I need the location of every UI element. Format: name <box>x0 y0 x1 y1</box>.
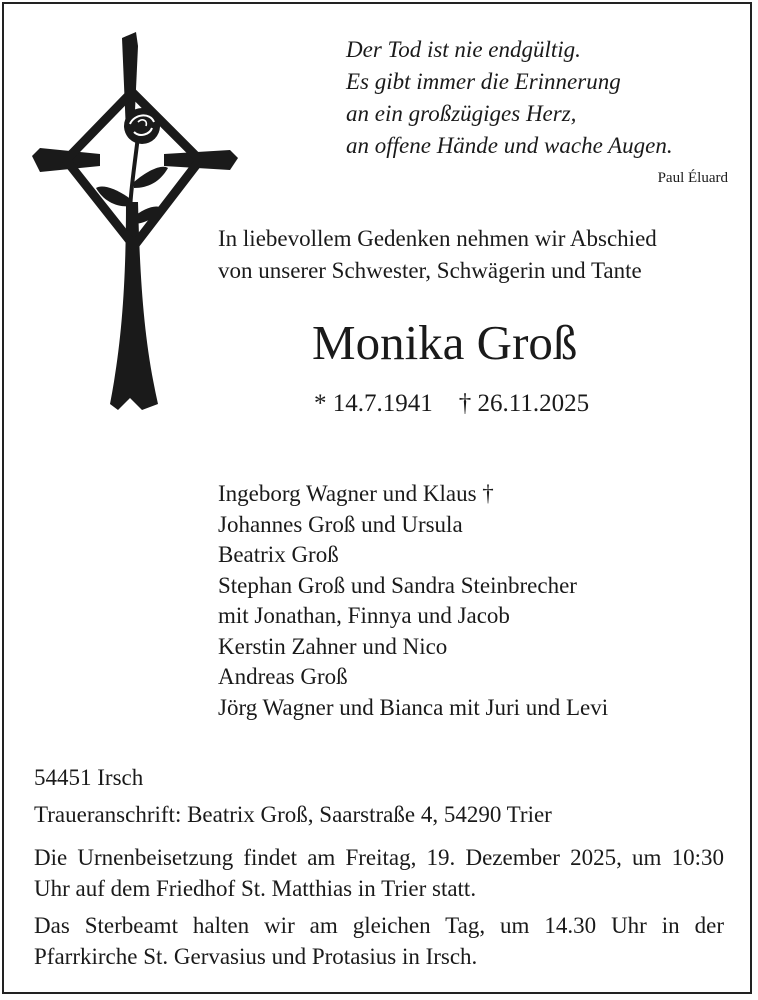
quote <box>346 34 736 162</box>
family-line: mit Jonathan, Finnya und Jacob <box>218 603 510 628</box>
quote-line: an ein großzügiges Herz, <box>346 101 577 126</box>
family-line: Beatrix Groß <box>218 542 339 567</box>
quote-author: Paul Éluard <box>657 170 728 186</box>
death-date: † 26.11.2025 <box>458 390 590 417</box>
quote-line: Der Tod ist nie endgültig. <box>346 37 581 62</box>
family-list <box>218 479 608 723</box>
deceased-name: Monika Groß <box>312 315 578 370</box>
cross-with-rose-icon <box>30 32 240 416</box>
birth-date: * 14.7.1941 <box>314 390 433 417</box>
family-line: Andreas Groß <box>218 664 348 689</box>
mourning-address: Traueranschrift: Beatrix Groß, Saarstraße 4, 54290 Trier <box>34 802 552 827</box>
quote-line: an offene Hände und wache Augen. <box>346 133 673 158</box>
family-line: Ingeborg Wagner und Klaus † <box>218 481 494 506</box>
intro-text <box>218 223 738 287</box>
quote-line: Es gibt immer die Erinnerung <box>346 69 621 94</box>
family-line: Stephan Groß und Sandra Steinbrecher <box>218 572 577 598</box>
burial-notice: Die Urnenbeisetzung findet am Freitag, 19. Dezember 2025, um 10:30 Uhr auf dem Friedhof St. Matthias in Trier statt. <box>34 845 724 901</box>
life-dates <box>314 387 589 421</box>
intro-line: In liebevollem Gedenken nehmen wir Abschied <box>218 226 657 251</box>
place: 54451 Irsch <box>34 765 144 790</box>
family-line: Johannes Groß und Ursula <box>218 511 463 537</box>
intro-line: von unserer Schwester, Schwägerin und Tante <box>218 258 642 283</box>
mass-notice: Das Sterbeamt halten wir am gleichen Tag, um 14.30 Uhr in der Pfarrkirche St. Gervasius und Protasius in Irsch. <box>34 913 724 969</box>
family-line: Jörg Wagner und Bianca mit Juri und Levi <box>218 694 609 720</box>
family-line: Kerstin Zahner und Nico <box>218 633 448 659</box>
